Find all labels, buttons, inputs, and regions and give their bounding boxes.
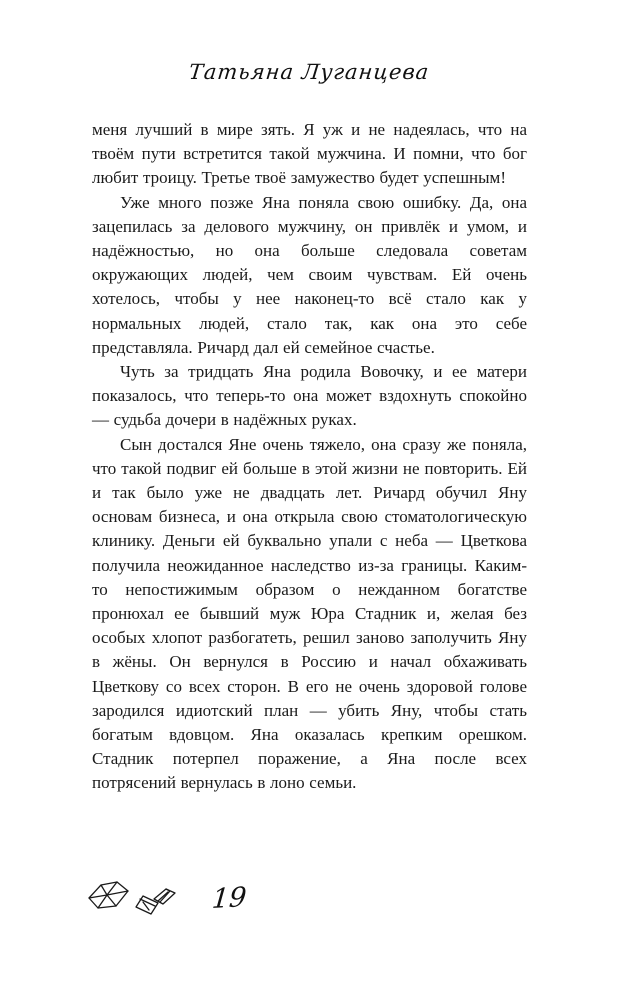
paragraph: Сын достался Яне очень тяжело, она сразу же поняла, что такой подвиг ей больше в этой жизни не повторить. Ей и так было уже не двадцать лет. Ричард обучил Яну основам бизнеса, и она открыла свою стоматологическую клинику. Деньги ей буквально упали с неба — Цветкова получила неожиданное наследство из-за границы. Каким-то непостижимым образом о нежданном богатстве пронюхал ее бывший муж Юра Стадник и, желая без особых хлопот разбогатеть, решил заново заполучить Яну в жёны. Он вернулся в Россию и начал обхаживать Цветкову со всех сторон. В его не очень здоровой голове зародился идиотский план — убить Яну, чтобы стать богатым вдовцом. Яна оказалась крепким орешком. Стадник потерпел поражение, а Яна после всех потрясений вернулась в лоно семьи. [92, 434, 527, 793]
page-number: 19 [210, 881, 248, 915]
gem-and-lipstick-icon [86, 876, 194, 920]
paragraph: Чуть за тридцать Яна родила Вовочку, и ее матери показалось, что теперь-то она может вздохнуть спокойно — судьба дочери в надёжных руках. [92, 362, 527, 430]
author-name: Татьяна Луганцева [188, 60, 431, 84]
paragraph: меня лучший в мире зять. Я уж и не надеялась, что на твоём пути встретится такой мужчина. И помни, что бог любит троицу. Третье твоё замужество будет успешным! [92, 120, 527, 188]
page-footer [86, 868, 346, 928]
page-body [92, 118, 527, 796]
page-header [0, 60, 619, 84]
paragraph: Уже много позже Яна поняла свою ошибку. Да, она зацепилась за делового мужчину, он привлёк и умом, и надёжностью, но она больше следовала советам окружающих людей, чем своим чувствам. Ей очень хотелось, чтобы у нее наконец-то всё стало как у нормальных людей, стало так, как она это себе представляла. Ричард дал ей семейное счастье. [92, 192, 527, 357]
